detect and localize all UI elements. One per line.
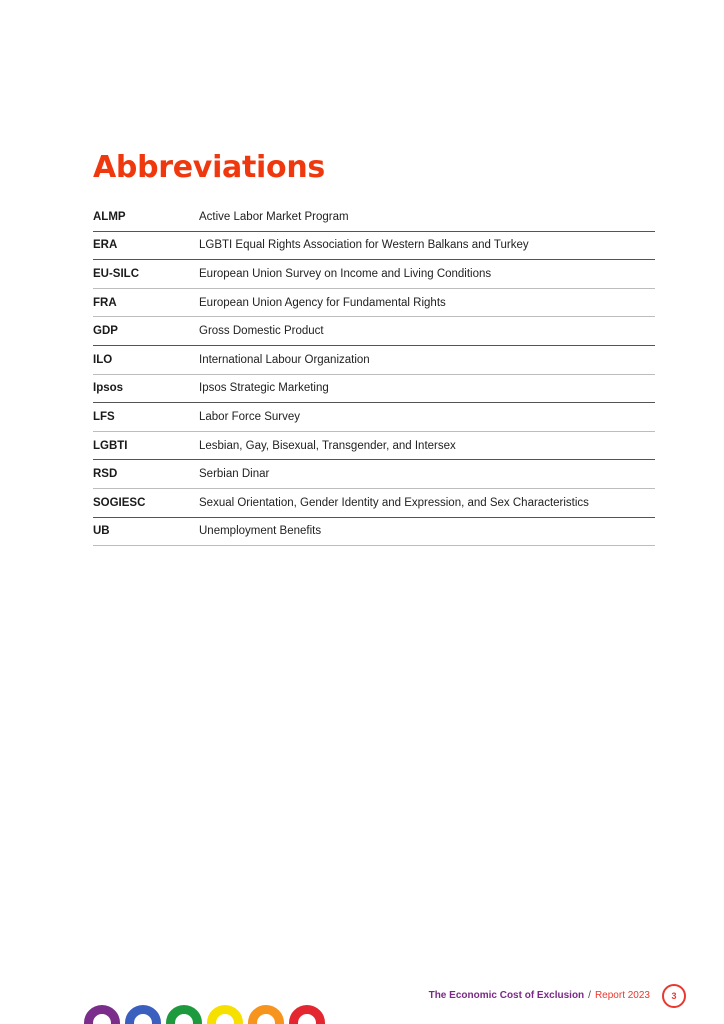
- page-title: Abbreviations: [93, 150, 325, 185]
- abbreviation-definition: LGBTI Equal Rights Association for Western Balkans and Turkey: [199, 239, 529, 252]
- abbreviation-row: [93, 317, 655, 346]
- abbreviation-definition: Ipsos Strategic Marketing: [199, 382, 329, 395]
- abbreviation-definition: European Union Survey on Income and Living Conditions: [199, 267, 492, 280]
- abbreviation-row: [93, 518, 655, 547]
- abbreviation-row: [93, 375, 655, 404]
- abbreviation-term: Ipsos: [93, 382, 124, 395]
- ring-decoration: [125, 1005, 161, 1024]
- abbreviation-definition: Active Labor Market Program: [199, 210, 349, 223]
- ring-decoration: [207, 1005, 243, 1024]
- abbreviation-term: LFS: [93, 410, 115, 423]
- abbreviation-row: [93, 346, 655, 375]
- abbreviation-term: UB: [93, 525, 110, 538]
- abbreviation-row: [93, 203, 655, 232]
- abbreviation-row: [93, 489, 655, 518]
- footer-report-year: Report 2023: [594, 990, 650, 1001]
- footer: [429, 990, 650, 1001]
- abbreviation-row: [93, 232, 655, 261]
- abbreviation-definition: Gross Domestic Product: [199, 325, 324, 338]
- abbreviation-term: ILO: [93, 353, 113, 366]
- abbreviation-term: RSD: [93, 468, 118, 481]
- abbreviation-row: [93, 289, 655, 318]
- abbreviation-term: EU-SILC: [93, 267, 139, 280]
- abbreviation-term: GDP: [93, 325, 118, 338]
- footer-separator: /: [588, 990, 591, 1001]
- abbreviation-definition: Serbian Dinar: [199, 468, 270, 481]
- abbreviation-definition: Sexual Orientation, Gender Identity and Expression, and Sex Characteristics: [199, 496, 589, 509]
- abbreviation-definition: Labor Force Survey: [199, 410, 300, 423]
- ring-decoration: [289, 1005, 325, 1024]
- abbreviation-row: [93, 403, 655, 432]
- abbreviation-definition: European Union Agency for Fundamental Rights: [199, 296, 446, 309]
- abbreviations-table: [93, 203, 655, 546]
- page-number: 3: [662, 984, 686, 1008]
- ring-decoration: [166, 1005, 202, 1024]
- abbreviation-definition: International Labour Organization: [199, 353, 370, 366]
- footer-report-title: The Economic Cost of Exclusion: [428, 990, 585, 1001]
- abbreviation-term: ERA: [93, 239, 118, 252]
- ring-decoration: [84, 1005, 120, 1024]
- abbreviation-definition: Unemployment Benefits: [199, 525, 322, 538]
- abbreviation-row: [93, 260, 655, 289]
- abbreviation-term: FRA: [93, 296, 117, 309]
- abbreviation-row: [93, 432, 655, 461]
- abbreviation-term: SOGIESC: [93, 496, 146, 509]
- ring-decoration: [248, 1005, 284, 1024]
- rainbow-rings-decoration: [84, 1005, 334, 1024]
- abbreviation-term: LGBTI: [93, 439, 128, 452]
- abbreviation-definition: Lesbian, Gay, Bisexual, Transgender, and Intersex: [199, 439, 456, 452]
- abbreviation-row: [93, 460, 655, 489]
- abbreviation-term: ALMP: [93, 210, 126, 223]
